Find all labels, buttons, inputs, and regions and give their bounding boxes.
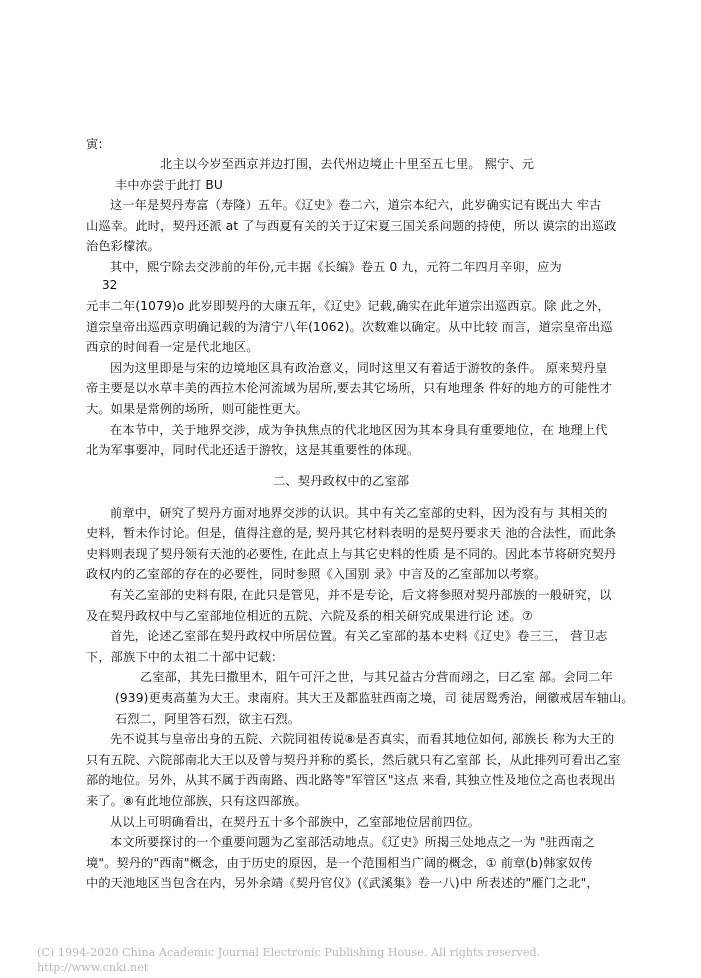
- text-line: 下，部族下中的太祖二十部中记载：: [86, 650, 284, 664]
- text-line: 因为这里即是与宋的边境地区具有政治意义，同时这里又有着适于游牧的条件。 原来契丹皇: [110, 361, 608, 375]
- text-line: 山巡幸。此时，契丹还派 at 了与西夏有关的关于辽宋夏三国关系问题的持使，所以 谟宗的出巡政: [86, 219, 617, 233]
- text-line: 这一年是契丹寿富（寿隆）五年。《辽史》卷二六，道宗本纪六，此岁确实记有既出大 牢古: [110, 198, 602, 212]
- text-line: 道宗皇帝出巡西京明确记载的为清宁八年(1062)。次数难以确定。从中比较 而言，道宗皇帝出巡: [86, 320, 613, 334]
- text-line: 在本节中，关于地界交涉，成为争执焦点的代北地区因为其本身具有重要地位，在 地理上代: [110, 423, 608, 437]
- text-line: 其中，熙宁除去交涉前的年份,元丰据《长编》卷五 0 九，元符二年四月辛卯，应为: [110, 260, 562, 274]
- text-line: 北为军事要冲，同时代北还适于游牧，这是其重要性的体现。: [86, 443, 420, 457]
- text-line: 治色彩檬浓。: [86, 239, 161, 253]
- section-heading: 二、契丹政权中的乙室部: [273, 474, 410, 488]
- text-line: 西京的时间看一定是代北地区。: [86, 340, 259, 354]
- text-line: 史料则表现了契丹领有天池的必要性, 在此点上与其它史料的性质 是不同的。因此本节将研究契丹: [86, 547, 617, 561]
- text-line: 中的天池地区当包含在内，另外余靖《契丹官仪》(《武溪集》卷一八)中 所表述的"雁门之北"，: [86, 876, 599, 890]
- text-line: 史料，暂未作讨论。但是，值得注意的是, 契丹其它材料表明的是契丹要求天 池的合法性，而此条: [86, 526, 617, 540]
- text-line: 部的地位。另外，从其不属于西南路、西北路等"军管区"这点 来看, 其独立性及地位之高也表现出: [86, 773, 616, 787]
- text-line: 北主以今岁至西京并边打围，去代州边境止十里至五七里。 熙宁、元: [160, 157, 535, 171]
- copyright-footer: (C) 1994-2020 China Academic Journal Electronic Publishing House. All rights reserved.: [37, 946, 541, 959]
- text-line: 元丰二年(1079)o 此岁即契丹的大康五年，《辽史》记载,确实在此年道宗出巡西京。除 此之外，: [86, 299, 610, 313]
- text-line: 帝主要是以水草丰美的西拉木伦河流域为居所,要去其它场所，只有地理条 件好的地方的可能性才: [86, 381, 613, 395]
- text-line: 先不说其与皇帝出身的五院、六院同祖传说⑧是否真实，而看其地位如何, 部族长 称为大王的: [110, 732, 615, 746]
- text-line: 来了。⑧有此地位部族，只有这四部族。: [86, 794, 307, 808]
- text-line: 丰中亦尝于此打 BU: [115, 178, 223, 192]
- text-line: 前章中，研究了契丹方面对地界交涉的认识。其中有关乙室部的史料，因为没有与 其相关的: [110, 506, 608, 520]
- text-line: 首先，论述乙室部在契丹政权中所居位置。有关乙室部的基本史料《辽史》卷三三， 营卫志: [110, 629, 608, 643]
- page-number: 32: [102, 278, 118, 292]
- text-line: 从以上可明确看出，在契丹五十多个部族中，乙室部地位居前四位。: [110, 815, 481, 829]
- text-line: 大。如果是常例的场所，则可能性更大。: [86, 402, 309, 416]
- text-line: 石烈二，阿里答石烈，欲主石烈。: [115, 712, 301, 726]
- website-footer: http://www.cnki.net: [37, 961, 149, 974]
- text-line: 政权内的乙室部的存在的必要性，同时参照《入国别 录》中言及的乙室部加以考察。: [86, 567, 547, 581]
- text-line: 及在契丹政权中与乙室部地位相近的五院、六院及系的相关研究成果进行论 述。⑦: [86, 609, 533, 623]
- text-line: 本文所要探讨的一个重要问题为乙室部活动地点。《辽史》所揭三处地点之一为 "驻西南之: [110, 835, 595, 849]
- text-line: 寅:: [86, 137, 103, 151]
- text-line: 只有五院、六院部南北大王以及曾与契丹并称的奚长，然后就只有乙室部 长，从此排列可看出乙室: [86, 753, 621, 767]
- text-line: (939)更夷高堇为大王。隶南府。其大王及都监驻西南之境，司 徒居鸳秀治，闸徽戒居车轴山。: [115, 691, 634, 705]
- text-line: 乙室部，其先曰撒里木，阻午可汗之世，与其兄益古分营而翊之，曰乙室 部。会同二年: [140, 670, 613, 684]
- text-line: 境"。契丹的"西南"概念，由于历史的原因，是一个范围相当广阔的概念，① 前章(b)韩家奴传: [86, 856, 593, 870]
- text-line: 有关乙室部的史料有限, 在此只是管见，并不是专论，后文将参照对契丹部族的一般研究，以: [110, 588, 612, 602]
